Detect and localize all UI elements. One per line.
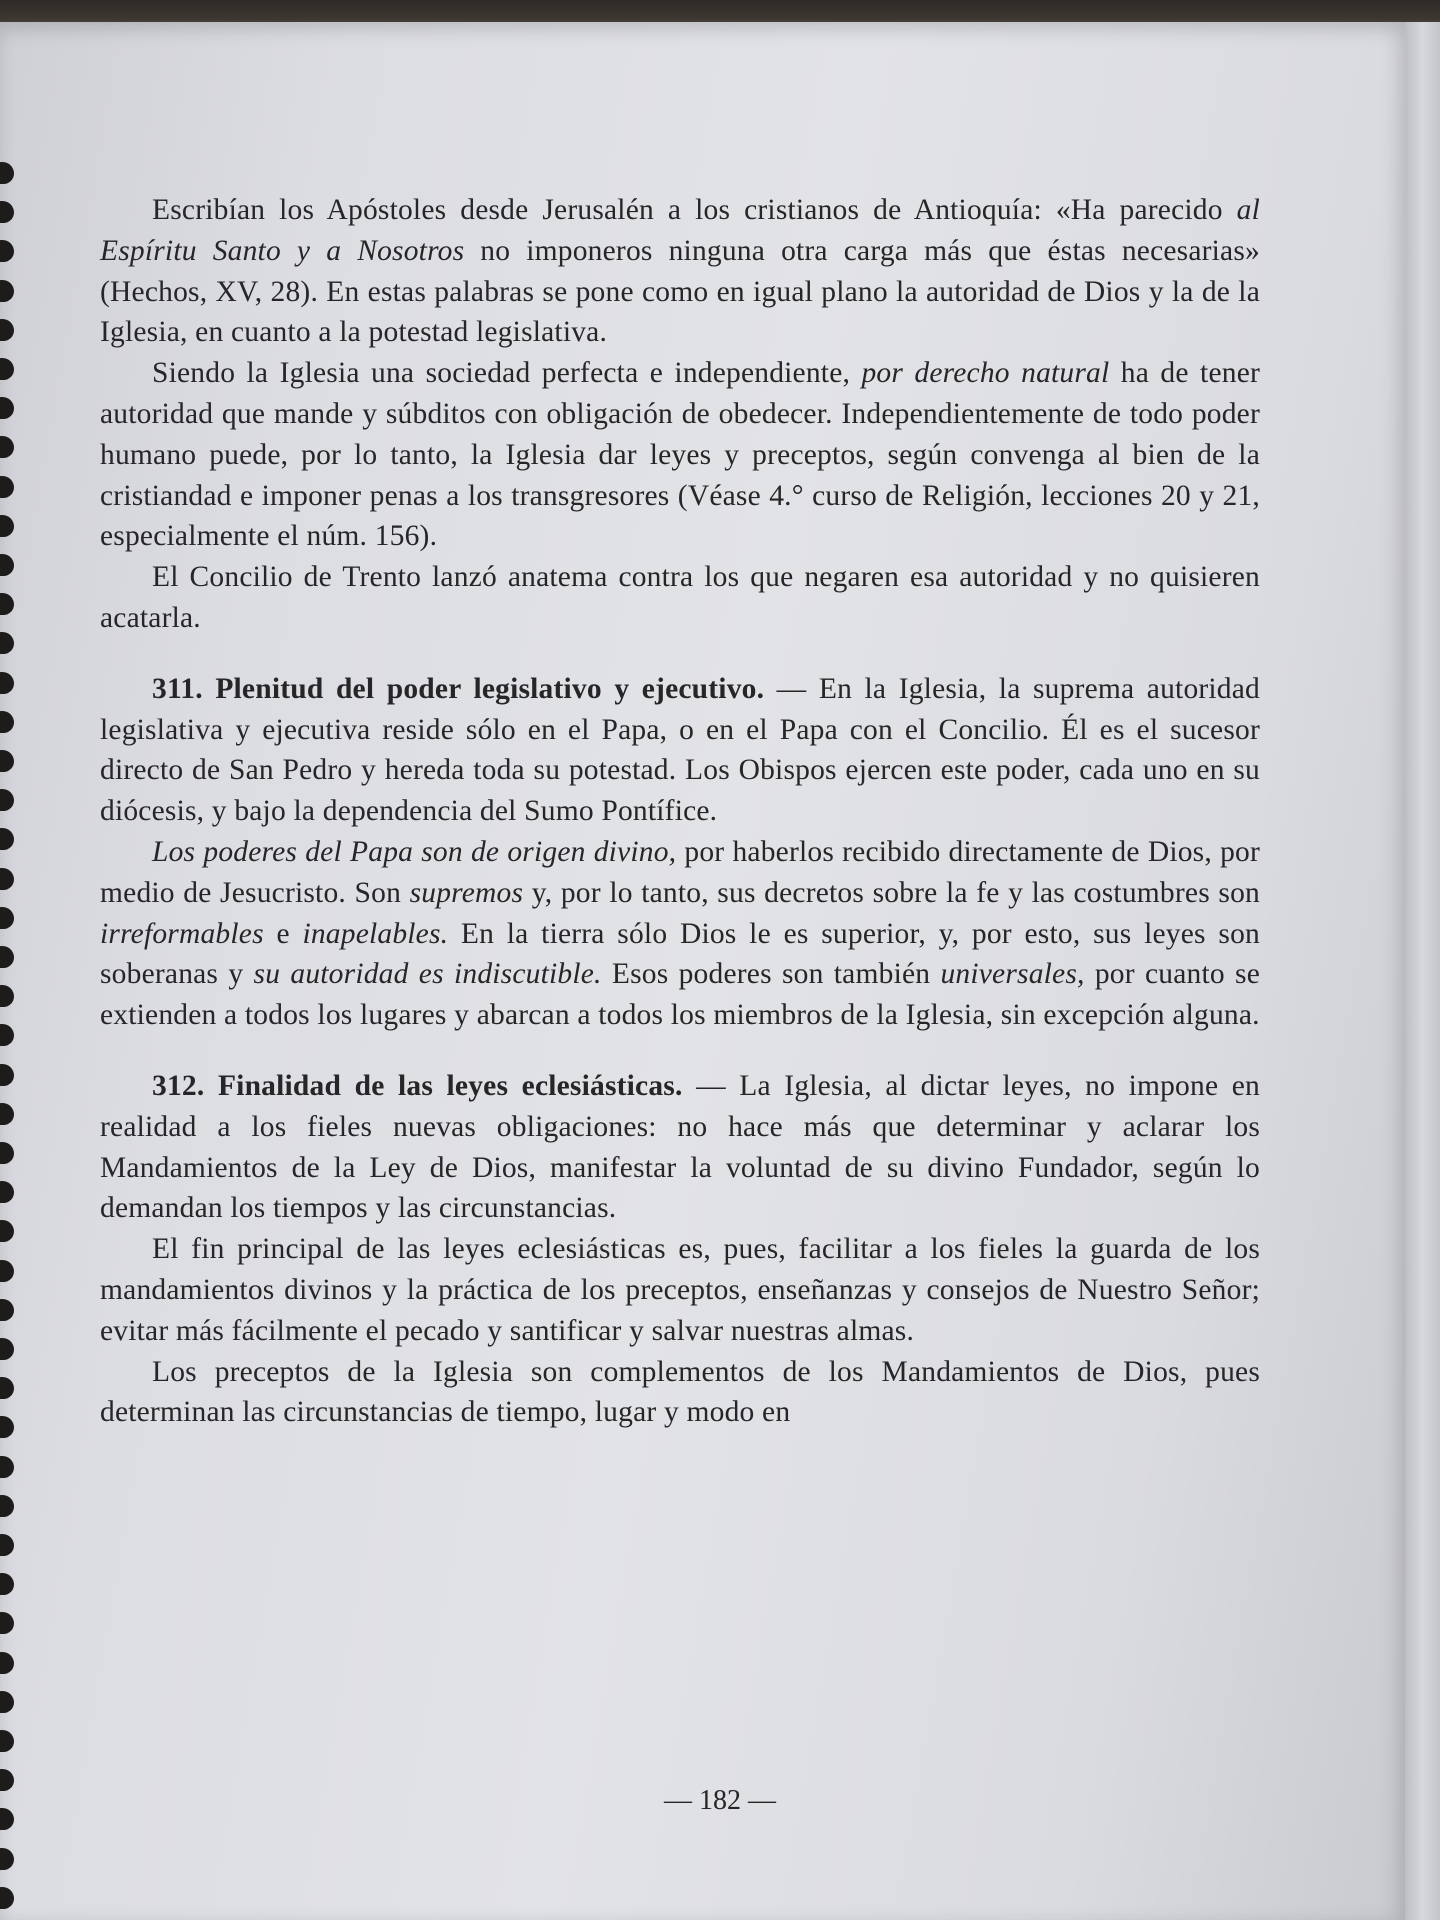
spiral-coil — [0, 554, 14, 576]
spiral-coil — [0, 280, 14, 302]
book-page — [0, 22, 1405, 1920]
spiral-coil — [0, 868, 14, 890]
spiral-coil — [0, 1534, 14, 1556]
spiral-coil — [0, 162, 14, 184]
text-run: por cuanto se extienden a todos los lugares y abarcan a todos los miembros de la Iglesia, sin excepción alguna. — [100, 958, 1261, 1032]
spiral-coil — [0, 789, 14, 811]
spiral-coil — [0, 1887, 14, 1909]
spiral-coil — [0, 436, 14, 458]
spiral-coil — [0, 632, 14, 654]
spiral-coil — [0, 593, 14, 615]
italic-run: su autoridad es indiscutible. — [253, 958, 602, 991]
paragraph-apostles — [100, 190, 1260, 353]
section-number: 312. — [152, 1069, 205, 1102]
italic-run: por derecho natural — [861, 357, 1110, 390]
text-run: — La Iglesia, al dictar leyes, no impone en realidad a los fieles nuevas obligaciones: no hace más que determinar y aclarar los Mandamientos de la Ley de Dios, manifestar la voluntad de su divino Fundador, según lo demandan los tiempos y las circunstancias. — [100, 1069, 1261, 1225]
spiral-coil — [0, 1652, 14, 1674]
spiral-coil — [0, 1103, 14, 1125]
text-run: Los preceptos de la Iglesia son complementos de los Mandamientos de Dios, pues determinan las circunstancias de tiempo, lugar y modo en — [100, 1355, 1260, 1429]
section-number: 311. — [152, 672, 203, 705]
spiral-coil — [0, 476, 14, 498]
text-run: — En la Iglesia, la suprema autoridad legislativa y ejecutiva reside sólo en el Papa, o en el Papa con el Concilio. Él es el sucesor directo de San Pedro y hereda toda su potestad. Los Obispos ejercen este poder, cada uno en su diócesis, y bajo la dependencia del Sumo Pontífice. — [100, 672, 1261, 828]
italic-run: al Espíritu Santo y a Nosotros — [100, 194, 1260, 267]
paragraph-trento — [100, 557, 1260, 639]
paragraph-papal-powers — [100, 832, 1260, 1036]
italic-run: irreformables — [100, 917, 264, 950]
spiral-coil — [0, 1416, 14, 1438]
spiral-coil — [0, 1142, 14, 1164]
spiral-coil — [0, 1495, 14, 1517]
spiral-coil — [0, 1181, 14, 1203]
section-heading: Finalidad de las leyes eclesiásticas. — [217, 1069, 683, 1102]
spiral-coil — [0, 1064, 14, 1086]
text-run: En la tierra sólo Dios le es superior, y, por esto, sus leyes son soberanas y — [100, 917, 1260, 991]
spiral-coil — [0, 397, 14, 419]
paragraph-precepts — [100, 1352, 1260, 1434]
text-run: El fin principal de las leyes eclesiásticas es, pues, facilitar a los fieles la guarda de los mandamientos divinos y la práctica de los preceptos, enseñanzas y consejos de Nuestro Señor; evitar más fácilmente el pecado y santificar y salvar nuestras almas. — [100, 1233, 1260, 1347]
spiral-coil — [0, 1377, 14, 1399]
spiral-coil — [0, 1260, 14, 1282]
spiral-coil — [0, 711, 14, 733]
paragraph-perfect-society — [100, 353, 1260, 557]
spiral-coil — [0, 1299, 14, 1321]
spiral-coil — [0, 672, 14, 694]
italic-run: universales, — [940, 958, 1085, 991]
text-run: Esos poderes son también — [601, 958, 941, 991]
paragraph-purpose — [100, 1229, 1260, 1351]
spiral-coil — [0, 946, 14, 968]
spiral-coil — [0, 828, 14, 850]
section-heading: Plenitud del poder legislativo y ejecutivo. — [215, 672, 765, 705]
text-run: no imponeros ninguna otra carga más que éstas necesarias» (Hechos, XV, 28). En estas palabras se pone como en igual plano la autoridad de Dios y la de la Iglesia, en cuanto a la potestad legislativa. — [100, 234, 1260, 349]
section-312 — [100, 1066, 1260, 1229]
text-run: Siendo la Iglesia una sociedad perfecta e independiente, — [152, 357, 862, 390]
spiral-coil — [0, 1573, 14, 1595]
spiral-coil — [0, 1220, 14, 1242]
spiral-coil — [0, 750, 14, 772]
spiral-coil — [0, 1691, 14, 1713]
spiral-coil — [0, 201, 14, 223]
spiral-coil — [0, 1338, 14, 1360]
italic-run: supremos — [409, 876, 524, 909]
spiral-coil — [0, 515, 14, 537]
spiral-coil — [0, 240, 14, 262]
italic-run: inapelables. — [302, 917, 449, 950]
spiral-coil — [0, 985, 14, 1007]
text-run: e — [263, 917, 303, 950]
text-run: y, por lo tanto, sus decretos sobre la fe y las costumbres son — [523, 876, 1260, 909]
text-run: ha de tener autoridad que mande y súbditos con obligación de obedecer. Independientemente de todo poder humano puede, por lo tanto, la Iglesia dar leyes y preceptos, según convenga al bien de la cristiandad e imponer penas a los transgresores (Véase 4.° curso de Religión, lecciones 20 y 21, especialmente el núm. 156). — [100, 357, 1261, 553]
text-run: por haberlos recibido directamente de Dios, por medio de Jesucristo. Son — [100, 835, 1260, 909]
spiral-coil — [0, 907, 14, 929]
spiral-coil — [0, 1612, 14, 1634]
italic-run: Los poderes del Papa son de origen divino, — [152, 835, 677, 868]
spiral-coil — [0, 1730, 14, 1752]
spiral-coil — [0, 1456, 14, 1478]
spiral-coil — [0, 319, 14, 341]
page-body — [100, 190, 1260, 1433]
page-number: — 182 — — [664, 1785, 776, 1816]
section-311 — [100, 669, 1260, 832]
page-edge-shadow — [1405, 22, 1440, 1920]
spiral-coil — [0, 1024, 14, 1046]
text-run: El Concilio de Trento lanzó anatema contra los que negaren esa autoridad y no quisieren acatarla. — [100, 561, 1260, 634]
spiral-coil — [0, 1848, 14, 1870]
text-run: Escribían los Apóstoles desde Jerusalén a los cristianos de Antioquía: «Ha parecido — [152, 194, 1237, 226]
spiral-coil — [0, 358, 14, 380]
spiral-binding — [0, 162, 18, 1920]
